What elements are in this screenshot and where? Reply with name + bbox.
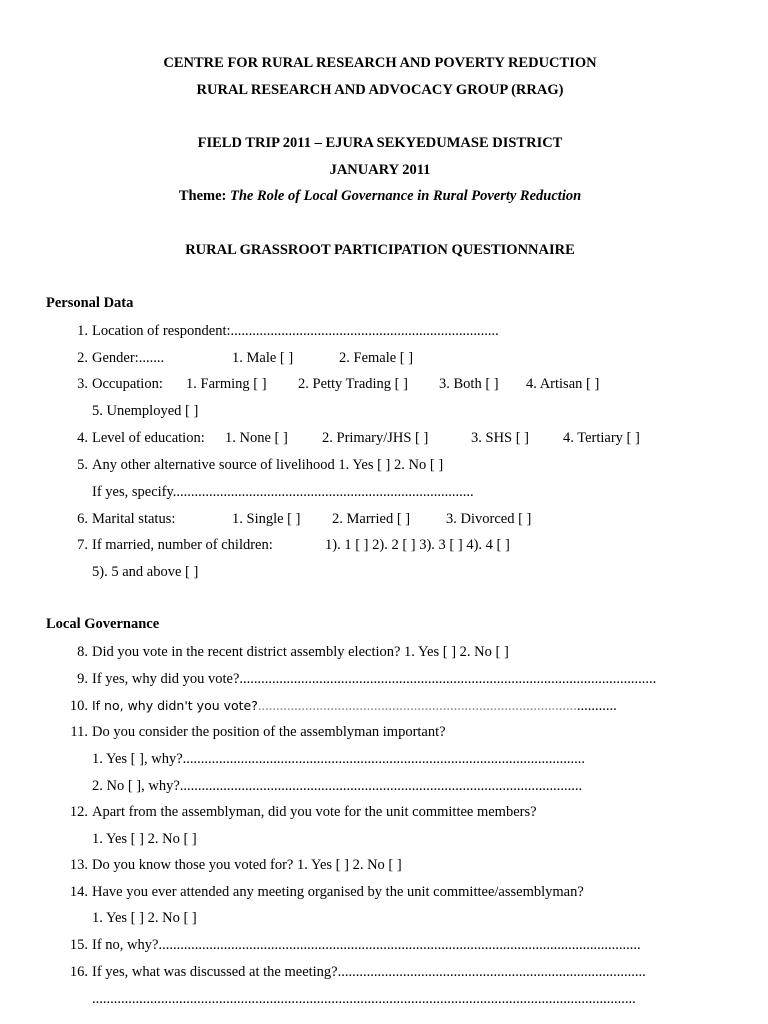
question-text: Gender:....... <box>92 350 165 366</box>
question-number: 7. <box>77 537 88 553</box>
children-options: 1). 1 [ ] 2). 2 [ ] 3). 3 [ ] 4). 4 [ ] <box>325 537 510 553</box>
question-number: 15. <box>69 937 88 953</box>
question-text: Apart from the assemblyman, did you vote for the unit committee members? <box>92 804 537 820</box>
question-text: If married, number of children: <box>92 537 273 553</box>
question-number: 11. <box>70 724 88 740</box>
theme-label: Theme: <box>178 188 230 204</box>
question-number: 9. <box>77 671 88 687</box>
question-number: 10. <box>69 698 88 714</box>
question-text: If no, why?..................................................................................................................................... <box>92 937 641 953</box>
question-10-dots-end: ........... <box>576 698 617 714</box>
question-14-options: 1. Yes [ ] 2. No [ ] <box>92 910 197 926</box>
section-personal-data: Personal Data <box>46 295 134 311</box>
question-number: 2. <box>77 350 88 366</box>
option-both: 3. Both [ ] <box>439 376 499 392</box>
option-shs: 3. SHS [ ] <box>471 430 530 446</box>
question-11-yes: 1. Yes [ ], why?............................................................................................................... <box>92 751 585 767</box>
option-artisan: 4. Artisan [ ] <box>526 376 600 392</box>
question-10-dots: ........................................................................................ <box>257 698 577 714</box>
question-text: Have you ever attended any meeting organised by the unit committee/assemblyman? <box>92 884 584 900</box>
question-text: Level of education: <box>92 430 205 446</box>
question-number: 14. <box>69 884 88 900</box>
question-text: If yes, why did you vote?................................................................................................................... <box>92 671 657 687</box>
group-title: RURAL RESEARCH AND ADVOCACY GROUP (RRAG) <box>196 82 564 98</box>
question-text: If yes, what was discussed at the meeting?..................................................................................... <box>92 964 646 980</box>
option-petty-trading: 2. Petty Trading [ ] <box>298 376 408 392</box>
specify-line: If yes, specify................................................................................... <box>92 484 474 500</box>
question-text: Did you vote in the recent district assembly election? 1. Yes [ ] 2. No [ ] <box>92 644 509 660</box>
option-female: 2. Female [ ] <box>339 350 414 366</box>
trip-date: JANUARY 2011 <box>329 162 431 178</box>
question-10-prompt: If no, why didn't you vote? <box>92 698 258 713</box>
question-text: Occupation: <box>92 376 163 392</box>
questionnaire-title: RURAL GRASSROOT PARTICIPATION QUESTIONNAIRE <box>185 242 575 258</box>
option-married: 2. Married [ ] <box>332 511 411 527</box>
question-11-no: 2. No [ ], why?............................................................................................................... <box>92 778 583 794</box>
question-text: Do you know those you voted for? 1. Yes [ ] 2. No [ ] <box>92 857 402 873</box>
option-divorced: 3. Divorced [ ] <box>446 511 532 527</box>
trip-title: FIELD TRIP 2011 – EJURA SEKYEDUMASE DISTRICT <box>197 135 563 151</box>
option-male: 1. Male [ ] <box>232 350 294 366</box>
question-number: 16. <box>69 964 88 980</box>
question-text: Do you consider the position of the assemblyman important? <box>92 724 446 740</box>
option-unemployed: 5. Unemployed [ ] <box>92 403 199 419</box>
question-number: 8. <box>77 644 88 660</box>
option-none: 1. None [ ] <box>225 430 288 446</box>
option-primary-jhs: 2. Primary/JHS [ ] <box>322 430 429 446</box>
question-16-answer-line: ...................................................................................................................................................... <box>92 991 636 1007</box>
question-number: 4. <box>77 430 88 446</box>
option-tertiary: 4. Tertiary [ ] <box>563 430 640 446</box>
question-text: Marital status: <box>92 511 176 527</box>
theme-text: The Role of Local Governance in Rural Poverty Reduction <box>229 188 582 204</box>
question-12-options: 1. Yes [ ] 2. No [ ] <box>92 831 197 847</box>
question-number: 13. <box>69 857 88 873</box>
option-single: 1. Single [ ] <box>232 511 301 527</box>
question-number: 3. <box>77 376 88 392</box>
question-text: Any other alternative source of livelihood 1. Yes [ ] 2. No [ ] <box>92 457 444 473</box>
question-number: 5. <box>77 457 88 473</box>
org-title: CENTRE FOR RURAL RESEARCH AND POVERTY REDUCTION <box>163 55 597 71</box>
question-text <box>92 697 617 715</box>
question-number: 12. <box>69 804 88 820</box>
question-number: 6. <box>77 511 88 527</box>
question-number: 1. <box>77 323 88 339</box>
section-local-governance: Local Governance <box>46 616 160 632</box>
question-text: Location of respondent:.......................................................................... <box>92 323 499 339</box>
option-farming: 1. Farming [ ] <box>186 376 267 392</box>
theme-line <box>0 188 760 205</box>
option-five-and-above: 5). 5 and above [ ] <box>92 564 199 580</box>
